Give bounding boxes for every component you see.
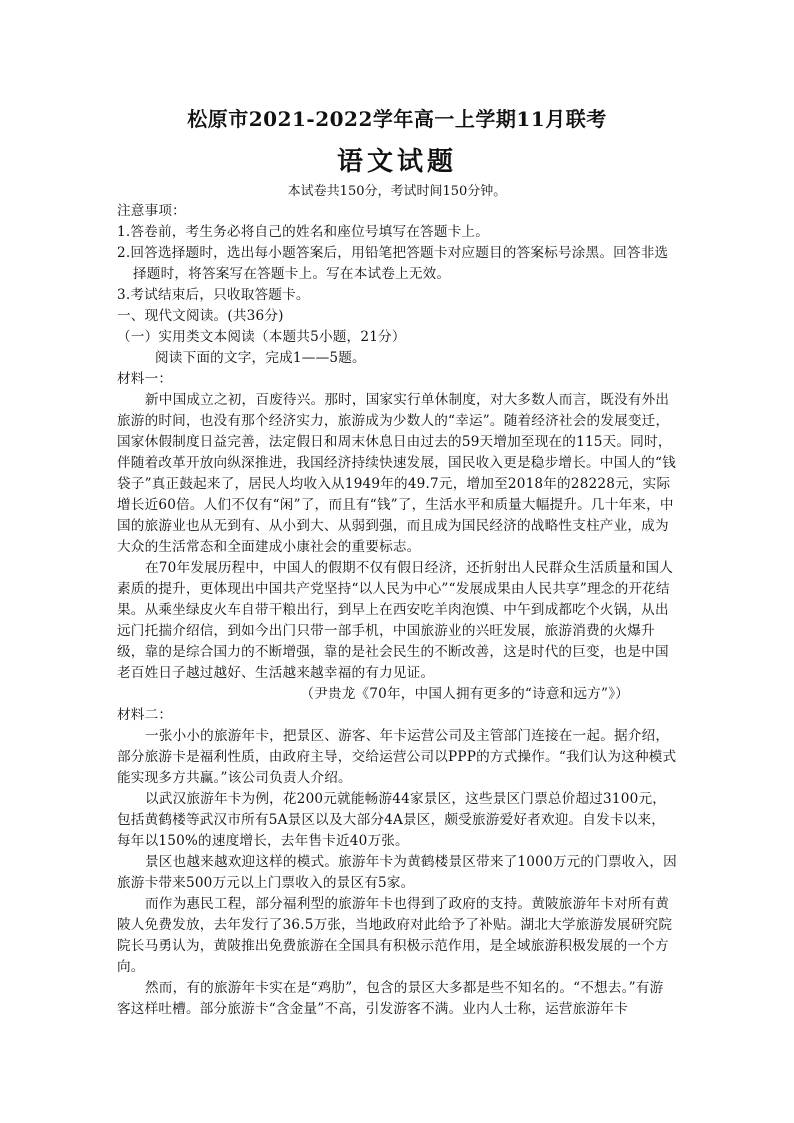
part-heading: 一、现代文阅读。(共36分)	[117, 308, 284, 324]
notice-item-1: 1.答卷前，考生务必将自己的姓名和座位号填写在答题卡上。	[117, 224, 490, 240]
material2-label: 材料二：	[117, 707, 173, 723]
material2-paragraph-5: 然而，有的旅游年卡实在是“鸡肋”，包含的景区大多都是些不知名的。“不想去。”有游客这样吐槽。部分旅游卡“含金量”不高，引发游客不满。业内人士称，运营旅游年卡	[117, 980, 664, 1017]
material2-paragraph-4: 而作为惠民工程，部分福利型的旅游年卡也得到了政府的支持。黄陂旅游年卡对所有黄陂人免费发放，去年发行了36.5万张，当地政府对此给予了补贴。湖北大学旅游发展研究院院长马勇认为，黄陂推出免费旅游在全国具有积极示范作用，是全域旅游积极发展的一个方向。	[117, 896, 673, 975]
material1-source: （尹贵龙《70年，中国人拥有更多的“诗意和远方”》）	[300, 686, 629, 702]
subject-title: 语文试题	[336, 147, 457, 177]
exam-info: 本试卷共150分，考试时间150分钟。	[287, 184, 507, 199]
notice-heading: 注意事项：	[117, 203, 186, 219]
reading-instruction: 阅读下面的文字，完成1——5题。	[155, 350, 366, 366]
material2-paragraph-1: 一张小小的旅游年卡，把景区、游客、年卡运营公司及主管部门连接在一起。据介绍，部分旅游卡是福利性质，由政府主导，交给运营公司以PPP的方式操作。“我们认为这种模式能实现多方共赢。”该公司负责人介绍。	[117, 728, 677, 786]
notice-item-3: 3.考试结束后，只收取答题卡。	[117, 287, 310, 303]
material1-paragraph-2: 在70年发展历程中，中国人的假期不仅有假日经济，还折射出人民群众生活质量和国人素质的提升，更体现出中国共产党坚持“以人民为中心”“发展成果由人民共享”理念的开花结果。从乘坐绿皮火车自带干粮出行，到早上在西安吃羊肉泡馍、中午到成都吃个火锅，从出远门托揣介绍信，到如今出门只带一部手机，中国旅游业的兴旺发展，旅游消费的火爆升级，靠的是综合国力的不断增强，靠的是社会民生的不断改善，这是时代的巨变，也是中国老百姓日子越过越好、生活越来越幸福的有力见证。	[117, 560, 674, 681]
exam-body	[117, 201, 677, 1020]
exam-title: 松原市2021-2022学年高一上学期11月联考	[187, 107, 607, 131]
material2-paragraph-2: 以武汉旅游年卡为例，花200元就能畅游44家景区，这些景区门票总价超过3100元，包括黄鹤楼等武汉市所有5A景区以及大部分4A景区，颇受旅游爱好者欢迎。自发卡以来，每年以150%的速度增长，去年售卡近40万张。	[117, 791, 667, 849]
material2-paragraph-3: 景区也越来越欢迎这样的模式。旅游年卡为黄鹤楼景区带来了1000万元的门票收入，因旅游卡带来500万元以上门票收入的景区有5家。	[117, 854, 677, 891]
material1-label: 材料一：	[117, 371, 173, 387]
sub-heading: （一）实用类文本阅读（本题共5小题，21分）	[117, 329, 406, 345]
notice-item-2: 2.回答选择题时，选出每小题答案后，用铅笔把答题卡对应题目的答案标号涂黑。回答非选择题时，将答案写在答题卡上。写在本试卷上无效。	[117, 245, 669, 282]
material1-paragraph-1: 新中国成立之初，百废待兴。那时，国家实行单休制度，对大多数人而言，既没有外出旅游的时间，也没有那个经济实力，旅游成为少数人的“幸运”。随着经济社会的发展变迁，国家休假制度日益完善，法定假日和周末休息日由过去的59天增加至现在的115天。同时，伴随着改革开放向纵深推进，我国经济持续快速发展，国民收入更是稳步增长。中国人的“钱袋子”真正鼓起来了，居民人均收入从1949年的49.7元，增加至2018年的28228元，实际增长近60倍。人们不仅有“闲”了，而且有“钱”了，生活水平和质量大幅提升。几十年来，中国的旅游业也从无到有、从小到大、从弱到强，而且成为国民经济的战略性支柱产业，成为大众的生活常态和全面建成小康社会的重要标志。	[117, 392, 676, 555]
